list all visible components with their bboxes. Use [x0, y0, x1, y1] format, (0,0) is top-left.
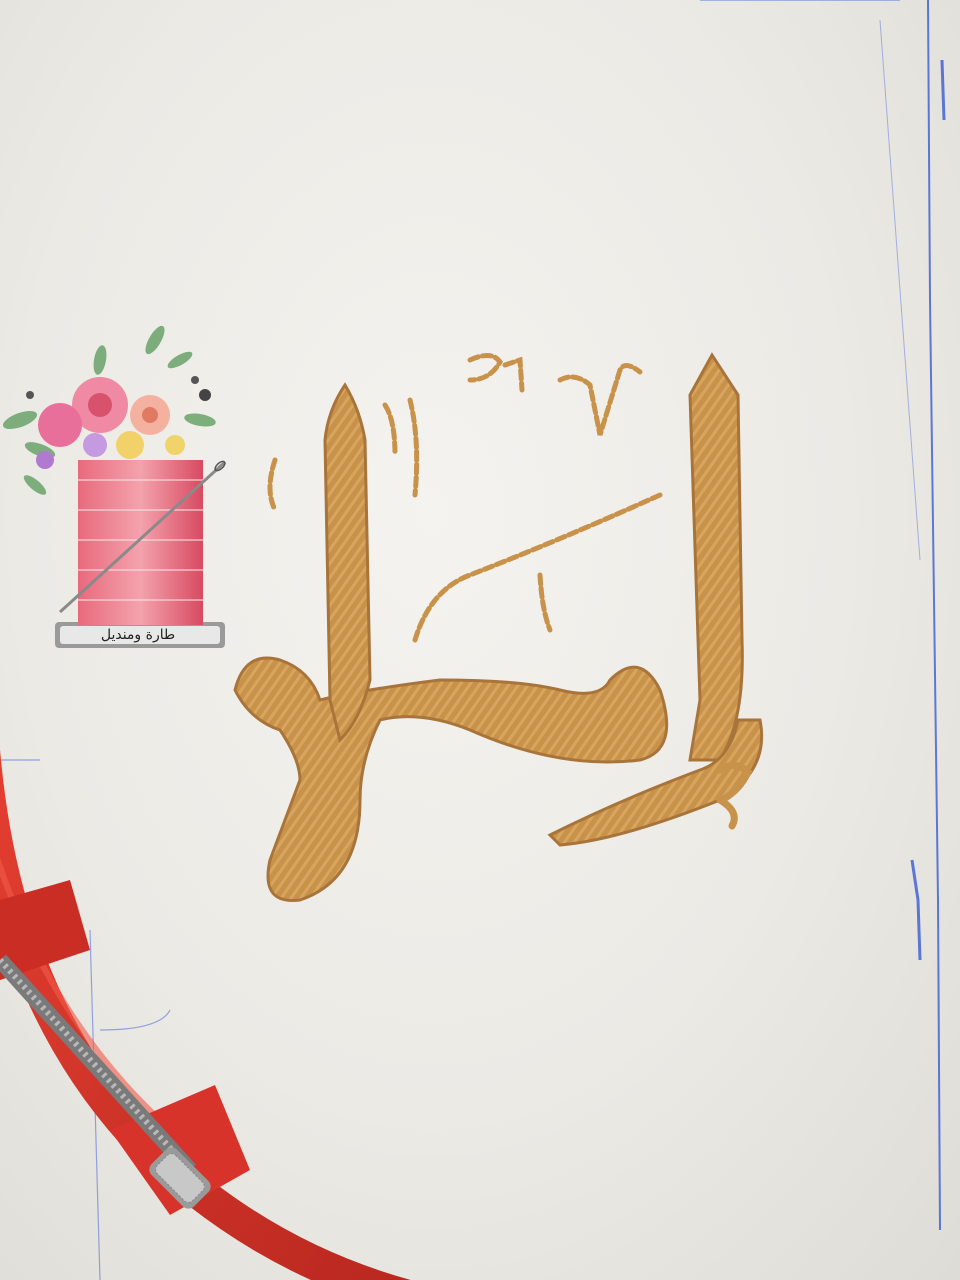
calligraphy-alif — [690, 355, 742, 760]
watermark-label: طارة ومنديل — [100, 627, 176, 643]
pen-guide-lines-left — [0, 760, 170, 1280]
calligraphy-alif-second — [325, 385, 370, 740]
thread-spool-with-flowers-icon — [1, 323, 227, 648]
hoop-screw — [0, 960, 214, 1212]
calligraphy-baseline-sweep — [235, 658, 762, 901]
